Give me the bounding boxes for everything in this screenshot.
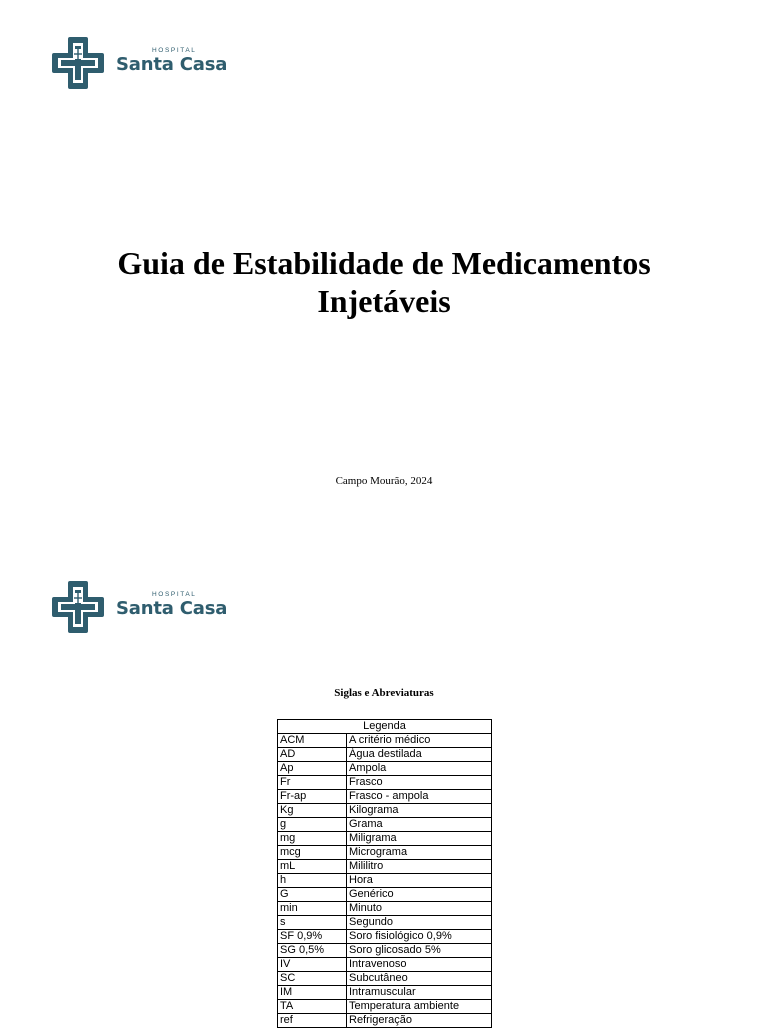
abbreviation-cell: SG 0,5% <box>278 944 347 958</box>
meaning-cell: Ampola <box>347 762 492 776</box>
table-row <box>278 902 492 916</box>
meaning-cell: Frasco - ampola <box>347 790 492 804</box>
abbreviation-cell: SC <box>278 972 347 986</box>
abbreviation-cell: mg <box>278 832 347 846</box>
logo-subtitle: HOSPITAL <box>152 591 197 598</box>
meaning-cell: Temperatura ambiente <box>347 1000 492 1014</box>
meaning-cell: Grama <box>347 818 492 832</box>
table-row <box>278 1014 492 1028</box>
abbreviation-cell: ACM <box>278 734 347 748</box>
abbreviation-cell: TA <box>278 1000 347 1014</box>
meaning-cell: Genérico <box>347 888 492 902</box>
title-line-2: Injetáveis <box>317 283 451 319</box>
table-row <box>278 930 492 944</box>
place-date: Campo Mourão, 2024 <box>335 475 433 487</box>
table-header: Legenda <box>278 720 492 734</box>
document-title <box>0 244 768 320</box>
meaning-cell: Mililitro <box>347 860 492 874</box>
meaning-cell: Intravenoso <box>347 958 492 972</box>
table-row <box>278 916 492 930</box>
abbreviation-cell: G <box>278 888 347 902</box>
meaning-cell: Miligrama <box>347 832 492 846</box>
abbreviation-cell: IM <box>278 986 347 1000</box>
abbreviation-cell: AD <box>278 748 347 762</box>
table-row <box>278 958 492 972</box>
abbreviation-cell: mcg <box>278 846 347 860</box>
table-row <box>278 776 492 790</box>
meaning-cell: Micrograma <box>347 846 492 860</box>
logo-name: Santa Casa <box>116 598 228 619</box>
table-row <box>278 790 492 804</box>
table-row <box>278 832 492 846</box>
hospital-cross-icon <box>52 581 104 633</box>
table-row <box>278 888 492 902</box>
table-row <box>278 860 492 874</box>
abbreviation-cell: SF 0,9% <box>278 930 347 944</box>
table-row <box>278 846 492 860</box>
meaning-cell: Refrigeração <box>347 1014 492 1028</box>
meaning-cell: Segundo <box>347 916 492 930</box>
table-row <box>278 804 492 818</box>
abbreviation-cell: Fr-ap <box>278 790 347 804</box>
table-row <box>278 1000 492 1014</box>
abbreviation-cell: s <box>278 916 347 930</box>
table-header-row <box>278 720 492 734</box>
abbreviation-cell: Ap <box>278 762 347 776</box>
abbreviation-cell: g <box>278 818 347 832</box>
table-row <box>278 986 492 1000</box>
table-row <box>278 748 492 762</box>
meaning-cell: A critério médico <box>347 734 492 748</box>
hospital-cross-icon <box>52 37 104 89</box>
meaning-cell: Soro glicosado 5% <box>347 944 492 958</box>
abbreviations-table <box>277 719 492 1028</box>
logo-subtitle: HOSPITAL <box>152 47 197 54</box>
meaning-cell: Minuto <box>347 902 492 916</box>
abbreviation-cell: h <box>278 874 347 888</box>
abbreviation-cell: Fr <box>278 776 347 790</box>
table-row <box>278 818 492 832</box>
meaning-cell: Intramuscular <box>347 986 492 1000</box>
section-heading: Siglas e Abreviaturas <box>334 687 434 699</box>
title-line-1: Guia de Estabilidade de Medicamentos <box>117 245 651 281</box>
meaning-cell: Frasco <box>347 776 492 790</box>
meaning-cell: Kilograma <box>347 804 492 818</box>
table-row <box>278 762 492 776</box>
hospital-logo <box>52 37 240 89</box>
table-body <box>278 734 492 1028</box>
abbreviation-cell: IV <box>278 958 347 972</box>
meaning-cell: Subcutâneo <box>347 972 492 986</box>
logo-name: Santa Casa <box>116 54 228 75</box>
meaning-cell: Soro fisiológico 0,9% <box>347 930 492 944</box>
abbreviation-cell: mL <box>278 860 347 874</box>
table-row <box>278 874 492 888</box>
abbreviation-cell: Kg <box>278 804 347 818</box>
table-row <box>278 944 492 958</box>
table-row <box>278 972 492 986</box>
abbreviation-cell: ref <box>278 1014 347 1028</box>
meaning-cell: Hora <box>347 874 492 888</box>
abbreviation-cell: min <box>278 902 347 916</box>
table-row <box>278 734 492 748</box>
meaning-cell: Água destilada <box>347 748 492 762</box>
hospital-logo-page2 <box>52 581 240 633</box>
